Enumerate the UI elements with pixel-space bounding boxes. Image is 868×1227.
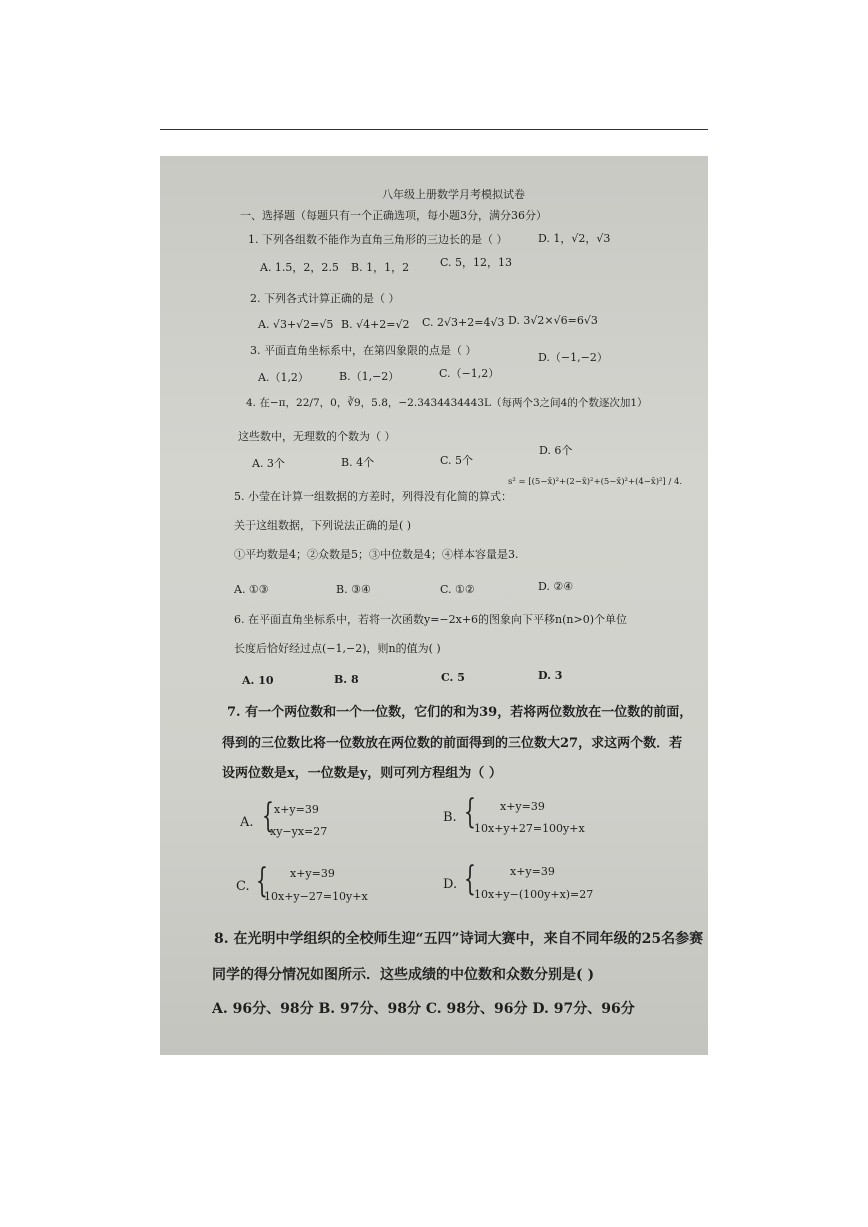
q7-b-brace: {: [464, 792, 476, 832]
q7-option-a-eq1: x+y=39: [274, 803, 319, 816]
question-8-line-2: 同学的得分情况如图所示．这些成绩的中位数和众数分别是( ): [212, 967, 595, 983]
q7-option-a-label: A.: [240, 815, 254, 830]
q7-option-c-eq1: x+y=39: [290, 867, 335, 880]
q6-option-b: B. 8: [334, 673, 359, 686]
question-2: 2. 下列各式计算正确的是（ ）: [250, 292, 400, 305]
q8-options: A. 96分、98分 B. 97分、98分 C. 98分、96分 D. 97分、96分: [212, 1001, 635, 1017]
q6-option-d: D. 3: [538, 669, 563, 682]
q5-option-d: D. ②④: [538, 580, 574, 593]
question-7-line-3: 设两位数是x，一位数是y，则可列方程组为（ ）: [222, 766, 502, 781]
q5-line-2: 关于这组数据，下列说法正确的是( ): [234, 519, 412, 532]
q2-option-c: C. 2√3+2=4√3: [422, 316, 505, 329]
q7-d-brace: {: [464, 859, 476, 899]
q7-c-brace: {: [256, 861, 268, 901]
q4-line-2: 这些数中，无理数的个数为（ ）: [238, 430, 396, 443]
q5-statements: ①平均数是4；②众数是5；③中位数是4；④样本容量是3.: [234, 548, 519, 561]
q4-option-c: C. 5个: [440, 454, 474, 467]
q5-option-a: A. ①③: [234, 583, 269, 596]
q2-option-b: B. √4+2=√2: [341, 318, 410, 331]
q4-option-b: B. 4个: [341, 456, 375, 469]
q2-option-a: A. √3+√2=√5: [258, 318, 334, 331]
q6-line-2: 长度后恰好经过点(−1,−2)，则n的值为( ): [234, 642, 441, 655]
q3-option-d: D.（−1,−2）: [538, 351, 608, 364]
q7-option-d-eq1: x+y=39: [510, 865, 555, 878]
q1-option-a: A. 1.5，2，2.5: [260, 261, 339, 274]
question-5: 5. 小莹在计算一组数据的方差时，列得没有化简的算式：: [234, 490, 512, 503]
question-4: 4. 在−π，22/7，0，∛9，5.8，−2.3434434443L（每两个3之间4的个数逐次加1）: [246, 397, 648, 409]
q6-option-a: A. 10: [242, 674, 274, 687]
q7-option-b-eq2: 10x+y+27=100y+x: [474, 822, 585, 835]
question-7-line-1: 7. 有一个两位数和一个一位数，它们的和为39，若将两位数放在一位数的前面，: [227, 705, 693, 720]
q3-option-c: C.（−1,2）: [439, 367, 500, 380]
question-1: 1. 下列各组数不能作为直角三角形的三边长的是（ ）: [248, 233, 508, 246]
q7-option-c-eq2: 10x+y−27=10y+x: [264, 890, 368, 903]
question-8-line-1: 8. 在光明中学组织的全校师生迎“五四”诗词大赛中，来自不同年级的25名参赛: [214, 931, 704, 947]
q1-option-c: C. 5，12，13: [440, 256, 513, 269]
q7-a-brace: {: [262, 796, 274, 836]
q5-variance-formula: s² = [(5−x̄)²+(2−x̄)²+(5−x̄)²+(4−x̄)²] / 4.: [508, 477, 683, 487]
q3-option-b: B.（1,−2）: [339, 370, 400, 383]
q7-option-d-eq2: 10x+y−(100y+x)=27: [474, 888, 594, 901]
exam-photo: [160, 156, 708, 1055]
q7-option-d-label: D.: [443, 877, 458, 892]
header-rule: [160, 129, 708, 130]
q7-option-b-label: B.: [443, 810, 457, 825]
q1-option-d: D. 1，√2，√3: [538, 232, 611, 245]
section-heading: 一、选择题（每题只有一个正确选项，每小题3分，满分36分）: [240, 209, 547, 222]
q5-option-b: B. ③④: [336, 583, 371, 596]
question-7-line-2: 得到的三位数比将一位数放在两位数的前面得到的三位数大27，求这两个数．若: [222, 736, 683, 751]
question-6: 6. 在平面直角坐标系中，若将一次函数y=−2x+6的图象向下平移n(n>0)个单位: [234, 613, 628, 626]
q7-option-a-eq2: xy−yx=27: [270, 825, 328, 838]
q1-option-b: B. 1，1，2: [351, 261, 410, 274]
q7-option-c-label: C.: [236, 879, 250, 894]
question-3: 3. 平面直角坐标系中，在第四象限的点是（ ）: [250, 344, 477, 357]
q6-option-c: C. 5: [441, 671, 465, 684]
q5-option-c: C. ①②: [440, 583, 475, 596]
q4-option-a: A. 3个: [252, 457, 285, 470]
q3-option-a: A.（1,2）: [258, 371, 309, 384]
exam-title: 八年级上册数学月考模拟试卷: [382, 188, 525, 201]
q4-option-d: D. 6个: [539, 444, 573, 457]
q7-option-b-eq1: x+y=39: [500, 800, 545, 813]
q2-option-d: D. 3√2×√6=6√3: [508, 314, 598, 327]
